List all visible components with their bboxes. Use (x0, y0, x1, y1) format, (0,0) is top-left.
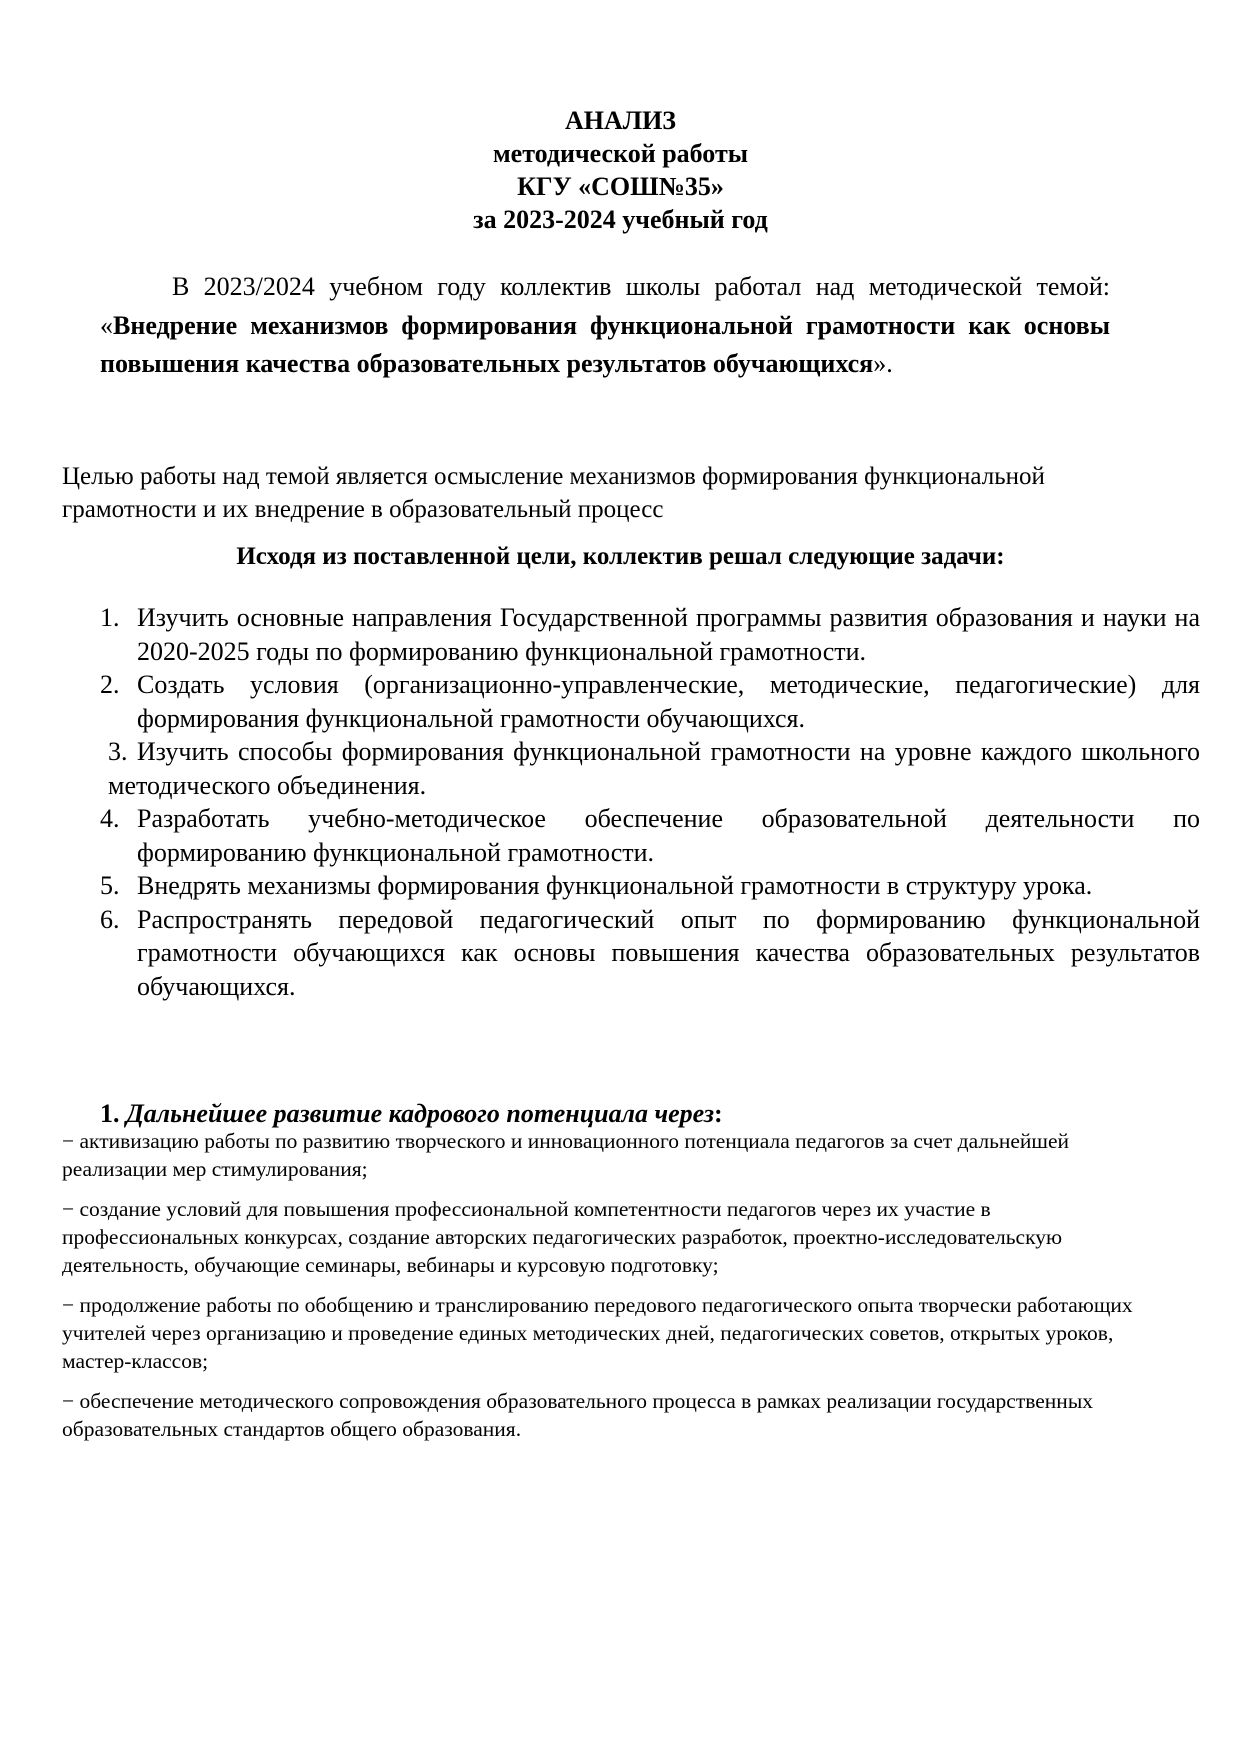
task-item-3 (100, 735, 1200, 802)
task-text: Внедрять механизмы формирования функциональной грамотности в структуру урока. (137, 871, 1093, 900)
bullet-item: − обеспечение методического сопровождения образовательного процесса в рамках реализации государственных образовательных стандартов общего образования. (62, 1389, 1094, 1441)
intro-theme: Внедрение механизмов формирования функциональной грамотности как основы повышения качества образовательных результатов обучающихся (100, 310, 1110, 378)
task-text: Распространять передовой педагогический опыт по формированию функциональной грамотности обучающихся как основы повышения качества образовательных результатов обучающихся. (137, 904, 1200, 1001)
title-line-4: за 2023-2024 учебный год (473, 205, 768, 234)
section-1-heading (100, 1097, 1100, 1131)
tasks-list (100, 601, 1200, 1003)
task-number: 1. (100, 603, 120, 632)
section-number: 1. (100, 1099, 120, 1128)
bullet-item: − продолжение работы по обобщению и транслированию передового педагогического опыта творчески работающих учителей через организацию и проведение единых методических дней, педагогических советов, открытых уроков, мастер-классов; (62, 1293, 1133, 1373)
task-item-2 (100, 668, 1200, 735)
section-1-bullets (62, 1127, 1172, 1455)
bullet-item: − активизацию работы по развитию творческого и инновационного потенциала педагогов за счет дальнейшей реализации мер стимулирования; (62, 1129, 1070, 1181)
bullet-item: − создание условий для повышения профессиональной компетентности педагогов через их участие в профессиональных конкурсах, создание авторских педагогических разработок, проектно-исследовательскую деятельность, обучающие семинары, вебинары и курсовую подготовку; (62, 1197, 1063, 1277)
task-item-4 (100, 802, 1200, 869)
intro-paragraph (100, 268, 1110, 384)
task-item-5 (100, 869, 1200, 903)
intro-text-after: ». (873, 349, 893, 378)
intro-text-before: В 2023/2024 учебном году коллектив школы работал над методической темой: « (100, 272, 1110, 340)
task-text: Изучить способы формирования функциональной грамотности на уровне каждого школьного методического объединения. (108, 737, 1200, 800)
title-line-3: КГУ «СОШ№35» (517, 172, 724, 201)
title-line-2: методической работы (492, 139, 749, 168)
task-text: Изучить основные направления Государственной программы развития образования и науки на 2020-2025 годы по формированию функциональной грамотности. (137, 603, 1200, 666)
task-number: 4. (100, 804, 120, 833)
task-number: 3. (108, 737, 128, 766)
title-line-1: АНАЛИЗ (564, 106, 677, 135)
task-item-1 (100, 601, 1200, 668)
task-number: 2. (100, 670, 120, 699)
task-number: 6. (100, 904, 120, 934)
section-heading-text: Дальнейшее развитие кадрового потенциала через (126, 1099, 715, 1128)
document-title (0, 104, 1241, 236)
goal-paragraph: Целью работы над темой является осмысление механизмов формирования функциональной грамотности и их внедрение в образовательный процесс (62, 463, 1045, 523)
task-text: Разработать учебно-методическое обеспечение образовательной деятельности по формированию функциональной грамотности. (137, 804, 1200, 867)
tasks-heading: Исходя из поставленной цели, коллектив решал следующие задачи: (236, 543, 1005, 570)
section-heading-colon: : (714, 1099, 723, 1128)
task-item-6 (100, 903, 1200, 1004)
task-number: 5. (100, 871, 120, 900)
task-text: Создать условия (организационно-управленческие, методические, педагогические) для формирования функциональной грамотности обучающихся. (137, 670, 1200, 733)
